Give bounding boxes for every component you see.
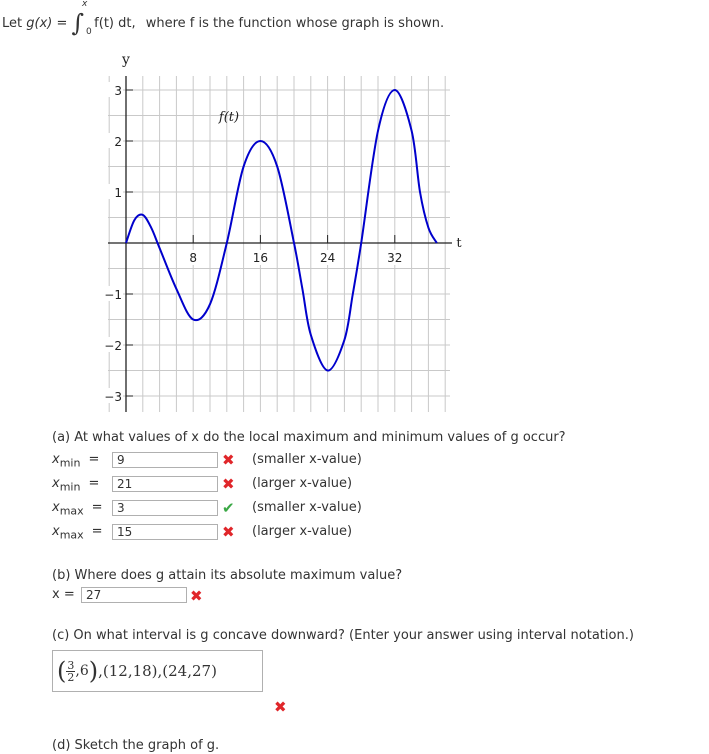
f-curve — [126, 90, 437, 371]
paren-open: ( — [57, 657, 67, 685]
y-tick-label: 3 — [114, 84, 122, 98]
part-a-row-2-label — [52, 476, 99, 494]
part-a-row-4-hint: (larger x-value) — [252, 524, 353, 539]
interval-tail: ,(12,18),(24,27) — [98, 662, 217, 680]
x-tick-label: 8 — [189, 251, 198, 265]
var-x: x — [52, 524, 60, 539]
x-tick-label: 24 — [319, 251, 336, 265]
x-tick-label: 16 — [252, 251, 269, 265]
var-sub: max — [59, 504, 84, 518]
part-b-answer-input[interactable] — [81, 587, 187, 603]
var-sub: min — [59, 480, 81, 494]
part-a-row-3-correct-mark: ✔ — [222, 499, 235, 517]
part-a-row-3-label — [52, 500, 103, 518]
curve-label: f(t) — [218, 110, 240, 125]
part-a-row-1-hint: (smaller x-value) — [252, 452, 362, 467]
y-tick-label: −3 — [104, 390, 122, 404]
x-axis-label: t — [456, 236, 462, 251]
part-d-question: (d) Sketch the graph of g. — [52, 738, 220, 753]
intro-description: where f is the function whose graph is shown. — [145, 16, 445, 31]
part-a-row-4-input[interactable] — [112, 524, 218, 540]
x-tick-label: 32 — [387, 251, 403, 265]
intro-lhs: g(x) = — [26, 16, 68, 31]
intro-integrand: f(t) dt, — [94, 16, 136, 31]
part-a-row-1-wrong-mark: ✖ — [222, 451, 235, 469]
var-sub: min — [59, 456, 81, 470]
y-tick-label: 1 — [114, 186, 122, 200]
part-a-row-3-hint: (smaller x-value) — [252, 500, 362, 515]
part-a-row-4-label — [52, 524, 103, 542]
var-x: x — [52, 452, 60, 467]
part-b-label: x = — [52, 587, 75, 602]
part-a-question: (a) At what values of x do the local maximum and minimum values of g occur? — [52, 430, 566, 445]
part-b-question: (b) Where does g attain its absolute maximum value? — [52, 568, 403, 583]
var-sub: max — [59, 528, 84, 542]
part-a-row-2-wrong-mark: ✖ — [222, 475, 235, 493]
interval-first-rest: ,6 — [75, 663, 89, 679]
intro-let: Let — [2, 16, 23, 31]
part-c-question: (c) On what interval is g concave downward? (Enter your answer using interval notation.) — [52, 628, 634, 643]
y-tick-label: 2 — [114, 135, 122, 149]
graph-grid — [108, 76, 450, 412]
integral-upper-limit: x — [82, 0, 88, 9]
part-a-row-1-input[interactable] — [112, 452, 218, 468]
fraction-denominator: 2 — [67, 670, 75, 684]
part-a-row-2-input[interactable] — [112, 476, 218, 492]
part-a-row-2-hint: (larger x-value) — [252, 476, 353, 491]
equals-sign: = — [88, 452, 100, 467]
y-tick-label: −1 — [104, 288, 122, 302]
equals-sign: = — [91, 524, 103, 539]
part-b-wrong-mark: ✖ — [190, 587, 203, 605]
integral-lower-limit: 0 — [86, 27, 92, 37]
part-c-answer-box[interactable] — [52, 650, 263, 692]
part-c-wrong-mark: ✖ — [274, 698, 287, 716]
part-a-row-4-wrong-mark: ✖ — [222, 523, 235, 541]
part-a-row-1-label — [52, 452, 99, 470]
var-x: x — [52, 500, 60, 515]
equals-sign: = — [91, 500, 103, 515]
equals-sign: = — [88, 476, 100, 491]
y-tick-label: −2 — [104, 339, 122, 353]
paren-close: ) — [88, 657, 99, 685]
integral-sign: ∫ — [71, 9, 85, 37]
y-axis-label: y — [122, 52, 130, 68]
var-x: x — [52, 476, 60, 491]
part-a-row-3-input[interactable] — [112, 500, 218, 516]
fraction-numerator: 3 — [67, 658, 75, 672]
